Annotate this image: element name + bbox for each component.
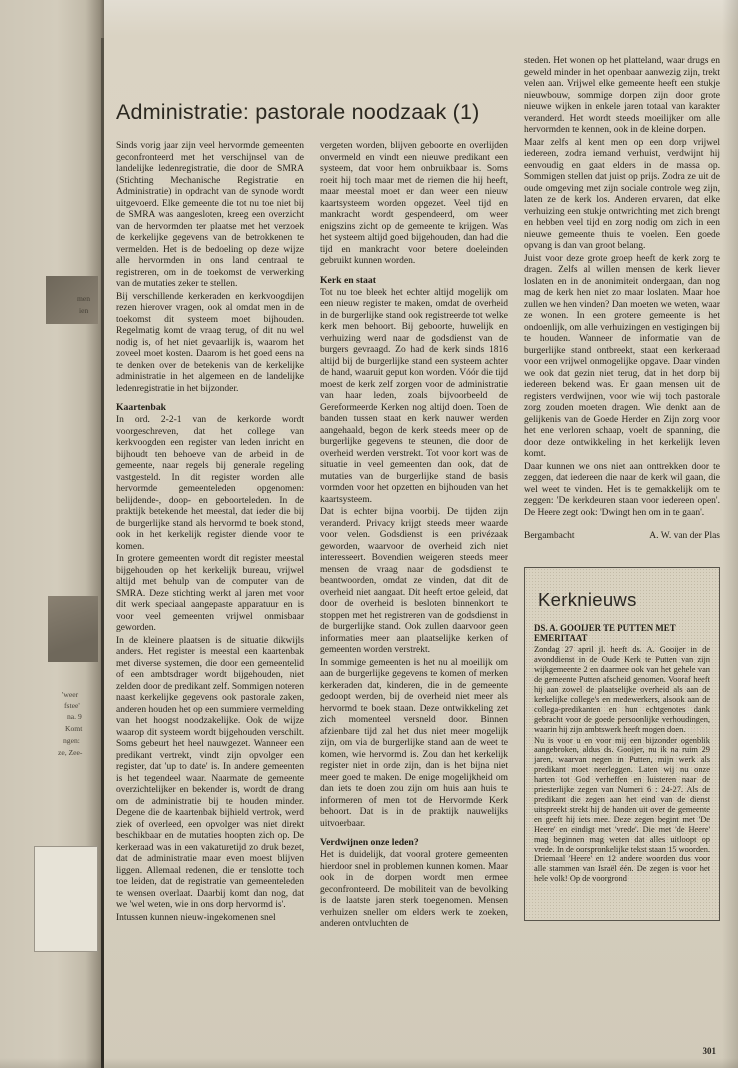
page-number: 301 bbox=[702, 1046, 716, 1056]
adjacent-page-sketch bbox=[34, 846, 98, 952]
paragraph: In de kleinere plaatsen is de situatie dikwijls anders. Het register is meestal een kaartenbak met diverse systemen, die door een gemeentelid of een ambtsdrager wordt bijgehouden, niet zelden door de predikant zelf. Sommigen noteren naast kerkelijke gegevens ook pastorale zaken, anderen houden het op een summiere vermelding van het hoogst noodzakelijke. Ook de wijze waarop dit systeem wordt bijgehouden verschilt. Soms gebeurt het heel nauwgezet. Wanneer een predikant vertrekt, vindt zijn opvolger een register, dat 'up to date' is. In andere gemeenten is het tegendeel waar. Naarmate de gemeente overzichtelijker en bekender is, wordt de drang om de administratie bij te houden minder. Degene die de kaartenbak bijhield vertrok, werd ziek of overleed, een opvolger was niet direkt beschikbaar en de mutaties hoopten zich op. De kerkeraad was in een vakaturetijd zo druk bezet, dat de administratie maar even moest blijven liggen. Allemaal redenen, die er tenslotte toch toe leiden, dat de registratie van gemeenteleden te wensen overlaat. Daarbij komt dan nog, dat we 'wel weten, wie in ons dorp hervormd is'. bbox=[116, 635, 304, 910]
adjacent-page-photo bbox=[46, 276, 98, 324]
adjacent-page-text-fragment: ngen: bbox=[63, 736, 80, 745]
adjacent-page-text-fragment: na. 9 bbox=[67, 712, 82, 721]
signature-place: Bergambacht bbox=[524, 531, 575, 541]
subheading-kaartenbak: Kaartenbak bbox=[116, 402, 167, 413]
article-left-block bbox=[116, 56, 508, 931]
paragraph: In grotere gemeenten wordt dit register meestal bijgehouden op het kerkelijk bureau, vrijwel altijd met behulp van de computer van de SMRA. Deze stichting werkt al jaren met voor dit werk speciaal aangepaste apparatuur en is voor veel gemeenten vrijwel onmisbaar geworden. bbox=[116, 554, 304, 633]
adjacent-page-text-fragment: ien bbox=[79, 306, 89, 315]
kerknieuws-box bbox=[524, 567, 720, 921]
subheading-verdwijnen-onze-leden: Verdwijnen onze leden? bbox=[320, 837, 419, 848]
kerknieuws-title: Kerknieuws bbox=[538, 588, 637, 610]
adjacent-page-photo bbox=[48, 596, 98, 662]
paragraph: Intussen kunnen nieuw-ingekomenen snel bbox=[116, 912, 276, 923]
paragraph: steden. Het wonen op het platteland, waar drugs en geweld minder in het openbaar aanwezig zijn, trekt velen aan. Vrijwel elke gemeente heeft een stukje nieuwbouw, sommige dorpen zijn door grote nieuwe wijken in enkele jaren totaal van karakter veranderd. Het wordt steeds moeilijker om alle hervormden te kennen, ook in de kleine dorpen. bbox=[524, 56, 720, 135]
paragraph: vergeten worden, blijven geboorte en overlijden onvermeld en vindt een nieuwe predikant een systeem, dat voor hem onbruikbaar is. Soms roeit hij toch maar met de riemen die hij heeft, maar meestal moet er dan weer een nieuw kaartsysteem worden opgezet. Veel tijd en mankracht wordt gespendeerd, om weer enigszins zicht op de gemeente te krijgen. Was het systeem altijd goed bijgehouden, dan had die tijd en mankracht voor betere doeleinden gebruikt kunnen worden. bbox=[320, 141, 508, 266]
article-signature bbox=[524, 531, 720, 543]
paragraph: Bij verschillende kerkeraden en kerkvoogdijen rezen hierover vragen, ook al omdat men in de toekomst dit systeem moet bijhouden. Regelmatig komt de vraag terug, of dit nu wel nodig is, of het niet gevaarlijk is, waarom het zoveel moet kosten. Daarom is het goed eens na te denken over de betekenis van de kerkelijke administratie in het algemeen en de landelijke ledenregistratie in het bijzonder. bbox=[116, 291, 304, 394]
article-title: Administratie: pastorale noodzaak (1) bbox=[116, 100, 480, 124]
adjacent-page-text-fragment: 'weer bbox=[62, 690, 79, 699]
paragraph: Sinds vorig jaar zijn veel hervormde gemeenten geconfronteerd met het verschijnsel van de landelijke ledenregistratie, die door de SMRA (Stichting Mechanische Registratie en Administratie) in opdracht van de synode wordt uitgevoerd. Elke gemeente die tot nu toe niet bij de SMRA was aangesloten, kreeg een overzicht van de hervormden ter plaatse met het verzoek de kerkelijke gegevens van de betrokkenen te vermelden. Het is de bedoeling op deze wijze alle hervormden in ons land centraal te registreren, om in de toekomst de verwerking van de mutaties zeker te stellen. bbox=[116, 141, 304, 289]
paragraph: In ord. 2-2-1 van de kerkorde wordt voorgeschreven, dat het college van kerkvoogden een register van leden inricht en bijhoudt ten behoeve van de arbeid in de gemeente, naar regels bij generale regeling vastgesteld. In dit register worden alle hervormde gemeenteleden opgenomen: belijdende-, doop- en geboorteleden. In de praktijk betekende het meestal, dat ieder die bij de burgerlijke stand als hervormd te boek stond, ook in het kerkelijk register diende voor te komen. bbox=[116, 415, 304, 552]
paragraph: Tot nu toe bleek het echter altijd mogelijk om een nieuw register te maken, omdat de overheid in de burgerlijke stand ook registreerde tot welke kerk men behoort. Bij geboorte, huwelijk en verhuizing werd naar de godsdienst van de burgers gevraagd. Zo had de kerk sinds 1816 altijd bij de burgerlijke stand een systeem achter de hand, waaruit geput kon worden. Vóór die tijd moest de kerk zelf zorgen voor de administratie van haar leden, zoals bijvoorbeeld de Gereformeerde Kerken nog altijd doen. Toen de banden tussen staat en kerk nauwer werden aangehaald, begon de kerk steeds meer op de burgerlijke gegevens te steunen, die door de overheid werden verstrekt. Tot voor kort was de situatie in veel gemeenten dan ook, dat de mutaties van de burgerlijke stand de basis vormden voor het opzetten en bijhouden van het kaartsysteem. bbox=[320, 287, 508, 505]
paragraph: Dat is echter bijna voorbij. De tijden zijn veranderd. Privacy krijgt steeds meer waarde voor velen. Godsdienst is een privézaak geworden, waarvoor de overheid zich niet interesseert. Bovendien weigeren steeds meer mensen de vraag naar de godsdienst te beantwoorden, omdat ze vinden, dat dit de overheid niet aangaat. Dit heeft ertoe geleid, dat door de overheid is besloten binnenkort te stoppen met het registreren van de godsdienst in de burgerlijke stand. Ook zullen daarvoor geen informaties meer aan plaatselijke kerken of gemeenten worden verstrekt. bbox=[320, 507, 508, 655]
article-column-3 bbox=[524, 56, 720, 921]
paragraph: Maar zelfs al kent men op een dorp vrijwel iedereen, zodra iemand verhuist, verdwijnt hij eenvoudig en gaat elders in de massa op. Sommigen stellen dat juist op prijs. Zodra ze uit de oude omgeving met zijn sociale controle weg zijn, laten ze de kerk los. Anderen ervaren, dat elke verhuizing een stukje ontwrichting met zich brengt en hebben veel tijd en zorg nodig om zich in een nieuwe gemeente thuis te voelen. Een goede opvang is dan van groot belang. bbox=[524, 137, 720, 251]
adjacent-page-edge bbox=[0, 0, 104, 1068]
paragraph: Het is duidelijk, dat vooral grotere gemeenten hierdoor snel in problemen kunnen komen. Maar ook in de dorpen wordt men ermee geconfronteerd. De mobiliteit van de bevolking is de laatste jaren sterk toegenomen. Mensen verhuizen sneller om elders werk te zoeken, anderen ontvluchten de bbox=[320, 850, 508, 929]
page-fold-line bbox=[101, 38, 104, 1068]
article-column-2 bbox=[320, 141, 508, 931]
article-two-columns bbox=[116, 141, 508, 931]
adjacent-page-text-fragment: Komt bbox=[65, 724, 83, 733]
scan-shadow-bottom bbox=[0, 1058, 738, 1068]
paragraph: Zondag 27 april jl. heeft ds. A. Gooijer in de avonddienst in de Oude Kerk te Putten van zijn wijkgemeente 2 en daarmee ook van het gehele van de gemeente Putten afscheid genomen. Vooraf heeft hij aan zowel de plaatselijke overheid als aan de kerkelijke college's en medewerkers, alsook aan de collega-predikanten en hun echtgenotes dank gebracht voor de goede persoonlijke verhoudingen, waarin hij zijn ambtswerk heeft mogen doen. bbox=[534, 645, 710, 734]
adjacent-page-text-fragment: fstee' bbox=[64, 701, 80, 710]
signature-author: A. W. van der Plas bbox=[649, 531, 720, 541]
adjacent-page-text-fragment: men bbox=[77, 294, 91, 303]
scan-shadow-right bbox=[722, 0, 738, 1068]
kerknieuws-article-heading: DS. A. GOOIJER TE PUTTEN MET EMERITAAT bbox=[534, 623, 676, 644]
subheading-kerk-en-staat: Kerk en staat bbox=[320, 274, 376, 286]
paragraph: In sommige gemeenten is het nu al moeilijk om aan de burgerlijke gegevens te komen of merken kerkeraden dat, kinderen, die in de gemeente gedoopt werden, bij de overheid niet meer als hervormd te boek staan. Deze ontwikkeling zet zich momenteel versneld door. Binnen afzienbare tijd zal het dus niet meer mogelijk zijn, om via de burgerlijke stand aan de weet te komen, wie hervormd is. Zou dan het kerkelijk register niet in orde zijn, dan is het bijna niet meer goed te maken. De enige mogelijkheid om dan iets te doen zou zijn om huis aan huis te informeren of men tot de Hervormde Kerk behoort. Dat is in de praktijk nauwelijks uitvoerbaar. bbox=[320, 657, 508, 829]
paragraph: Daar kunnen we ons niet aan onttrekken door te zeggen, dat iedereen die naar de kerk wil gaan, die wel weet te vinden. Het is te gemakkelijk om te zeggen: 'De kerkdeuren staan voor iedereen open'. De Heere zegt ook: 'Dwingt hen om in te gaan'. bbox=[524, 461, 720, 518]
paragraph: Juist voor deze grote groep heeft de kerk zorg te dragen. Zelfs al willen mensen de kerk liever loslaten en in de anonimiteit ondergaan, dan nog mag de kerk hen niet zo maar loslaten. Maar hoe zullen we hen vinden? Dan moeten we weten, waar ze wonen. In een grotere gemeente is het ondoenlijk, om alle verhuizingen en vestigingen bij te houden. Wanneer de informatie van de burgerlijke stand ontbreekt, staat een kerkeraad voor een vrijwel onmogelijke opgave. Daar vinden we ook dat gezin niet terug, dat in het dorp bij iedereen bekend was. Er gaan mensen uit de registers verdwijnen, voor wie wij toch pastorale zorg zouden moeten dragen. Wie denkt aan de gelijkenis van de Goede Herder en Zijn zorg voor het ene verloren schaap, voelt de spanning, die door deze ontwikkeling in het kerkelijk leven komt. bbox=[524, 253, 720, 459]
adjacent-page-text-fragment: ze, Zee- bbox=[58, 748, 83, 757]
page-content bbox=[116, 56, 720, 931]
paragraph: Nu is voor u en voor mij een bijzonder ogenblik aangebroken, aldus ds. Gooijer, nu ik na ruim 29 jaren, waarvan negen in Putten, mijn werk als predikant moet neerleggen. Laten wij nu onze harten tot God verheffen en luisteren naar de priesterlijke zegen van Numeri 6 : 24-27. Als de predikant die zegen aan het eind van de dienst uitspreekt strekt hij de handen uit over de gemeente en geeft hij iets mee. Deze zegen begint met 'De Heere' en eindigt met 'vrede'. Die met 'de Heere' mag beginnen mag weten dat alles uitloopt op vrede. In de oorspronkelijke tekst staan 15 woorden. Driemaal 'Heere' en 12 andere woorden dus voor alle stammen van Israël één. De zegen is voor het hele volk! Op de voorgrond bbox=[534, 735, 710, 884]
article-column-1 bbox=[116, 141, 304, 931]
